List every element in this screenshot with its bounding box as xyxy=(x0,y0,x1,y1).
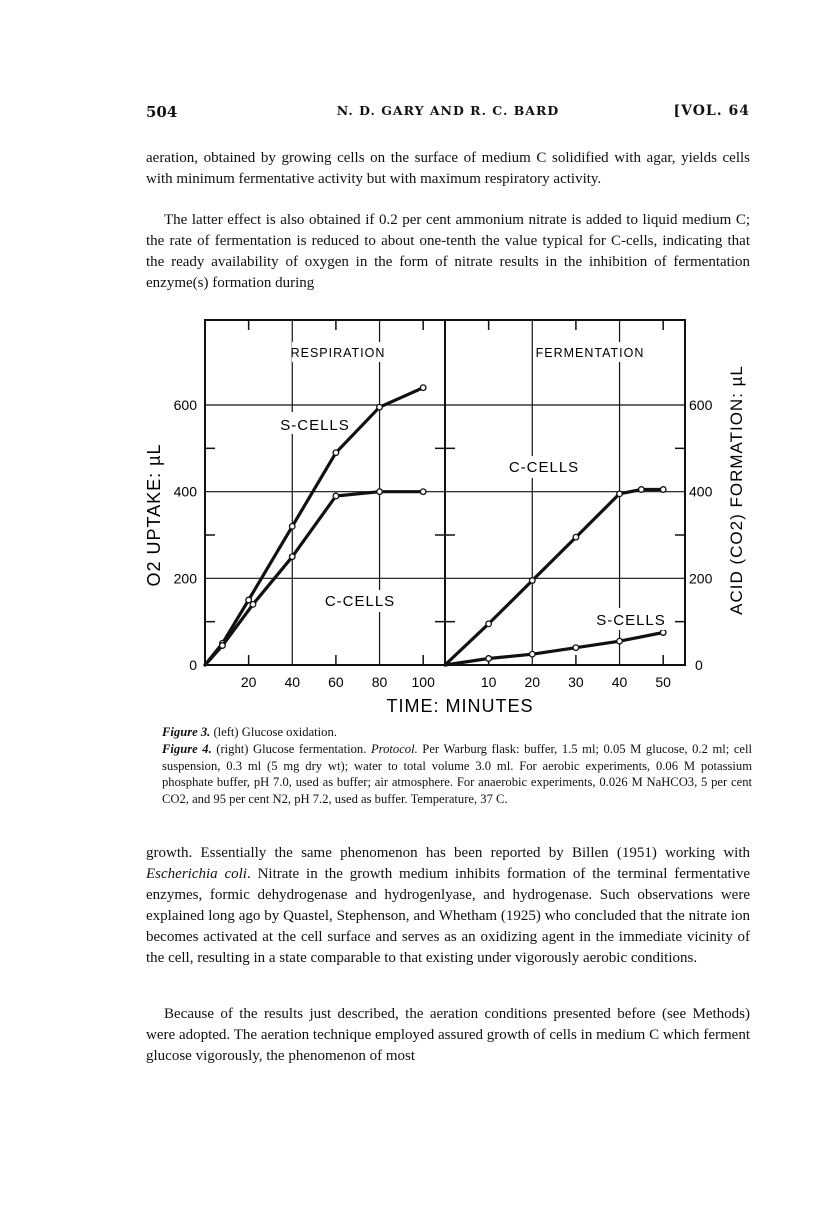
figure-3-label: Figure 3. xyxy=(162,725,211,739)
left-xtick-label-60: 60 xyxy=(328,674,344,690)
c-cells-left-label: C-CELLS xyxy=(324,593,396,610)
figure-4-text-a: (right) Glucose fermentation. xyxy=(211,742,371,756)
right-series-s-cells-point xyxy=(660,630,666,636)
left-series-c-cells-point xyxy=(377,489,383,495)
left-series-c-cells-point xyxy=(220,643,226,649)
left-ytick-label-400: 400 xyxy=(173,483,197,500)
running-authors: N. D. GARY AND R. C. BARD xyxy=(336,103,560,118)
right-series-c-cells-point xyxy=(573,534,579,540)
right-series-s-cells-point xyxy=(573,645,579,651)
figure-3-caption xyxy=(162,724,752,741)
left-xtick-label-20: 20 xyxy=(240,674,257,690)
s-cells-right-label: S-CELLS xyxy=(596,612,666,629)
right-series-s-cells-point xyxy=(529,651,535,657)
right-series-c-cells-point xyxy=(529,578,535,584)
left-ytick-label-600: 600 xyxy=(173,397,197,413)
right-series-s-cells-point xyxy=(617,638,623,644)
right-xtick-label-50: 50 xyxy=(655,674,671,690)
left-series-s-cells-point xyxy=(333,450,339,456)
paragraph-3-part-b: . Nitrate in the growth medium inhibits formation of the terminal fermentative enzymes, formic dehydrogenase and hydrogenlyase, and hydrogenase. Such observations were explained long ago by Quastel, Stephenson, and Whetham (1925) who concluded that the nitrate ion becomes activated at the cell surface and serves as an oxidizing agent in the immediate vicinity of the cell, resulting in a state comparable to that existing under vigorously aerobic conditions. xyxy=(146,866,751,966)
fermentation-plot xyxy=(445,320,685,690)
right-series-c-cells-point xyxy=(486,621,492,627)
right-ytick-label-400: 400 xyxy=(689,483,713,500)
paragraph-2: The latter effect is also obtained if 0.2 per cent ammonium nitrate is added to liquid medium C; the rate of fermentation is reduced to about one-tenth the value typical for C-cells, indicating that the ready availability of oxygen in the form of nitrate results in the inhibition of fermentation enzyme(s) formation during xyxy=(146,212,750,291)
paragraph-3-species: Escherichia coli xyxy=(146,866,247,882)
paragraph-3-part-a: growth. Essentially the same phenomenon has been reported by Billen (1951) working with xyxy=(146,845,750,861)
right-xtick-label-10: 10 xyxy=(480,674,497,690)
left-ytick-label-0: 0 xyxy=(189,657,197,673)
right-xtick-label-40: 40 xyxy=(611,674,628,690)
c-cells-right-label: C-CELLS xyxy=(508,459,580,476)
right-ytick-label-0: 0 xyxy=(695,657,703,673)
left-xtick-label-100: 100 xyxy=(411,674,435,690)
left-series-c-cells-point xyxy=(333,493,339,499)
left-series-c-cells-point xyxy=(289,554,295,560)
figure-4-label: Figure 4. xyxy=(162,742,212,756)
figure-4-text-b: Per Warburg flask: buffer, 1.5 ml; 0.05 M glucose, 0.2 ml; cell suspension, 0.3 ml (5 mg dry wt); water to total volume 3.0 ml. For aerobic experiments, 0.06 M potassium phosphate buffer, pH 7.0, used as buffer; air atmosphere. For anaerobic experiments, 0.026 M NaHCO3, 5 per cent CO2, and 95 per cent N2, pH 7.2, used as buffer. Temperature, 37 C. xyxy=(162,742,752,806)
left-series-s-cells-point xyxy=(377,404,383,410)
right-xtick-label-20: 20 xyxy=(524,674,541,690)
running-header xyxy=(146,103,750,127)
left-series-c-cells-point xyxy=(420,489,426,495)
right-series-c-cells-point xyxy=(660,487,666,493)
right-series-s-cells-point xyxy=(486,656,492,662)
x-axis-title: TIME: MINUTES xyxy=(386,696,534,716)
right-series-c-cells-point xyxy=(639,487,645,493)
respiration-label: RESPIRATION xyxy=(290,346,386,360)
right-ytick-label-600: 600 xyxy=(689,397,713,413)
right-ytick-label-200: 200 xyxy=(689,570,713,587)
volume-number: [VOL. 64 xyxy=(673,103,750,119)
figure-4-caption xyxy=(162,741,752,807)
protocol-label: Protocol. xyxy=(370,742,418,756)
right-series-c-cells-point xyxy=(617,491,623,497)
right-series-s-cells-line xyxy=(445,633,663,666)
y-axis-right-title: ACID (CO2) FORMATION: µL xyxy=(727,365,746,615)
respiration-plot xyxy=(205,320,445,690)
paragraph-1: aeration, obtained by growing cells on the surface of medium C solidified with agar, yields cells with minimum fermentative activity but with maximum respiratory activity. xyxy=(146,150,750,187)
figure-3-4-chart xyxy=(140,300,760,720)
paragraph-3 xyxy=(146,843,750,969)
right-xtick-label-30: 30 xyxy=(568,674,584,690)
s-cells-left-label: S-CELLS xyxy=(280,417,350,434)
page-number: 504 xyxy=(146,103,178,121)
left-xtick-label-40: 40 xyxy=(284,674,301,690)
left-series-s-cells-point xyxy=(289,524,295,530)
fermentation-label: FERMENTATION xyxy=(535,346,645,360)
y-axis-left-title: O2 UPTAKE: µL xyxy=(144,443,164,587)
left-series-c-cells-point xyxy=(250,602,256,608)
left-ytick-label-200: 200 xyxy=(173,570,197,587)
left-xtick-label-80: 80 xyxy=(371,674,388,690)
paragraph-4: Because of the results just described, the aeration conditions presented before (see Methods) were adopted. The aeration technique employed assured growth of cells in medium C which ferment glucose vigorously, the phenomenon of most xyxy=(146,1006,750,1064)
left-series-s-cells-point xyxy=(420,385,426,391)
figure-3-text: (left) Glucose oxidation. xyxy=(210,725,337,739)
